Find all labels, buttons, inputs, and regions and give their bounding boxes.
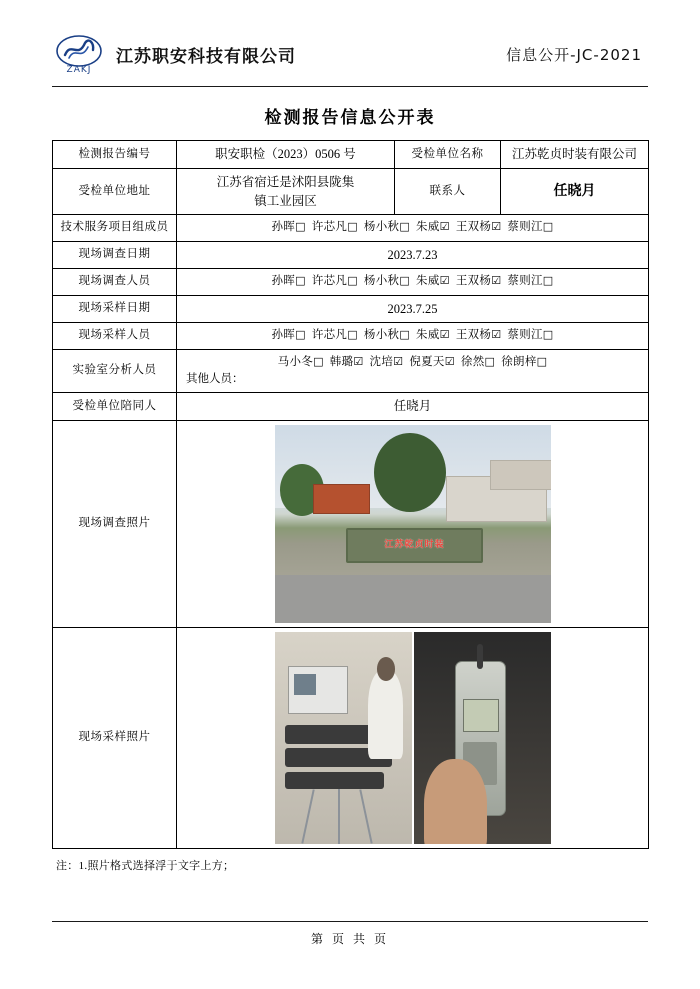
staff-name-checkbox[interactable] <box>272 329 306 341</box>
address-value <box>177 168 395 215</box>
checkbox-empty-icon[interactable]: □ <box>347 220 358 234</box>
checkbox-empty-icon[interactable]: □ <box>399 274 411 288</box>
staff-name: 韩璐 <box>329 355 354 368</box>
staff-name-checkbox[interactable] <box>364 221 410 233</box>
staff-name-checkbox[interactable] <box>456 221 502 233</box>
table-row <box>53 141 649 169</box>
accompany-label: 受检单位陪同人 <box>53 393 177 421</box>
staff-name: 许芯凡 <box>311 329 348 342</box>
staff-name-checkbox[interactable] <box>330 356 364 368</box>
table-row <box>53 168 649 215</box>
table-row <box>53 349 649 393</box>
staff-name-checkbox[interactable] <box>501 356 547 368</box>
contact-value: 任晓月 <box>501 168 649 215</box>
svg-text:ZAKJ: ZAKJ <box>66 65 92 75</box>
sampler-display <box>294 674 316 695</box>
staff-name: 杨小秋 <box>363 221 400 234</box>
staff-name: 朱威 <box>416 221 440 234</box>
staff-name: 蔡则江 <box>507 329 543 342</box>
company-name: 江苏职安科技有限公司 <box>116 46 296 67</box>
meter-microphone <box>477 644 483 668</box>
photo-tree <box>374 433 446 512</box>
meter-lcd-screen <box>463 699 499 732</box>
address-label: 受检单位地址 <box>53 168 177 215</box>
staff-name-checkbox[interactable] <box>409 356 455 368</box>
hand-holding-meter <box>424 759 487 844</box>
table-row <box>53 420 649 627</box>
table-row <box>53 393 649 421</box>
staff-name-checkbox[interactable] <box>272 275 306 287</box>
checkbox-checked-icon[interactable]: ☑ <box>439 220 450 234</box>
survey-staff-label: 现场调查人员 <box>53 269 177 295</box>
checkbox-empty-icon[interactable]: □ <box>313 354 324 368</box>
sampling-date-value: 2023.7.25 <box>177 295 649 323</box>
checkbox-empty-icon[interactable]: □ <box>484 354 496 368</box>
staff-name-checkbox[interactable] <box>507 221 553 233</box>
staff-name: 徐然 <box>460 355 485 368</box>
checkbox-empty-icon[interactable]: □ <box>399 220 411 234</box>
checkbox-empty-icon[interactable]: □ <box>347 328 358 342</box>
footnote: 注：1.照片格式选择浮于文字上方； <box>56 859 235 872</box>
checkbox-empty-icon[interactable]: □ <box>295 274 306 288</box>
staff-name: 沈培 <box>369 355 394 368</box>
table-row <box>53 295 649 323</box>
staff-name-checkbox[interactable] <box>364 275 410 287</box>
sampling-staff-members <box>177 323 649 349</box>
checkbox-checked-icon[interactable]: ☑ <box>491 328 502 342</box>
lab-staff-label: 实验室分析人员 <box>53 349 177 393</box>
company-logo-icon <box>52 33 106 75</box>
worker-head <box>377 657 395 680</box>
staff-name-checkbox[interactable] <box>312 275 358 287</box>
checkbox-checked-icon[interactable]: ☑ <box>439 328 450 342</box>
staff-name: 杨小秋 <box>363 329 400 342</box>
page-title: 检测报告信息公开表 <box>264 108 436 128</box>
staff-name-checkbox[interactable] <box>312 221 358 233</box>
staff-name-checkbox[interactable] <box>272 221 306 233</box>
staff-name: 徐朗梓 <box>501 355 537 368</box>
page-footer: 第 页 共 页 <box>52 921 648 947</box>
staff-name-checkbox[interactable] <box>370 356 404 368</box>
staff-name: 王双杨 <box>455 329 492 342</box>
checkbox-checked-icon[interactable]: ☑ <box>444 354 455 368</box>
worker-figure <box>368 670 404 759</box>
client-label: 受检单位名称 <box>395 141 501 169</box>
sampling-photo <box>275 632 551 844</box>
staff-name-checkbox[interactable] <box>416 275 450 287</box>
lab-staff-members <box>180 354 645 371</box>
sampler-tube <box>285 772 384 789</box>
checkbox-checked-icon[interactable]: ☑ <box>439 274 450 288</box>
table-row <box>53 215 649 241</box>
sampling-photo-cell <box>177 627 649 848</box>
report-no-value: 职安职检（2023）0506 号 <box>177 141 395 169</box>
photo-road <box>275 575 551 623</box>
checkbox-empty-icon[interactable]: □ <box>295 220 306 234</box>
staff-name: 杨小秋 <box>363 275 400 288</box>
staff-name-checkbox[interactable] <box>456 275 502 287</box>
survey-photo-cell <box>177 420 649 627</box>
photo-building <box>490 460 551 490</box>
photo-building <box>313 484 370 514</box>
tech-team-members <box>177 215 649 241</box>
table-row <box>53 241 649 269</box>
table-row <box>53 323 649 349</box>
sampling-photo-label: 现场采样照片 <box>53 627 177 848</box>
staff-name: 孙晖 <box>271 221 296 234</box>
staff-name-checkbox[interactable] <box>456 329 502 341</box>
staff-name: 马小冬 <box>277 355 314 368</box>
tripod-leg <box>338 789 340 844</box>
contact-label: 联系人 <box>395 168 501 215</box>
address-line-1: 江苏省宿迁是沭阳县陇集 <box>216 174 355 189</box>
other-staff-label: 其他人员： <box>186 372 244 385</box>
staff-name: 孙晖 <box>271 329 296 342</box>
checkbox-checked-icon[interactable]: ☑ <box>393 354 404 368</box>
table-row <box>53 269 649 295</box>
sampling-photo-right <box>414 632 551 844</box>
checkbox-empty-icon[interactable]: □ <box>347 274 358 288</box>
staff-name: 蔡则江 <box>507 221 543 234</box>
staff-name-checkbox[interactable] <box>312 329 358 341</box>
report-info-table <box>52 140 649 849</box>
staff-name-checkbox[interactable] <box>278 356 324 368</box>
checkbox-empty-icon[interactable]: □ <box>542 328 554 342</box>
survey-date-value: 2023.7.23 <box>177 241 649 269</box>
sampling-photo-left <box>275 632 412 844</box>
staff-name: 许芯凡 <box>311 221 348 234</box>
client-value: 江苏乾贞时装有限公司 <box>501 141 649 169</box>
sampling-staff-label: 现场采样人员 <box>53 323 177 349</box>
site-survey-photo <box>275 425 551 623</box>
lab-staff-cell <box>177 349 649 393</box>
staff-name: 孙晖 <box>271 275 296 288</box>
staff-name: 王双杨 <box>455 221 492 234</box>
staff-name-checkbox[interactable] <box>461 356 495 368</box>
staff-name-checkbox[interactable] <box>416 329 450 341</box>
staff-name-checkbox[interactable] <box>507 275 553 287</box>
staff-name: 蔡则江 <box>507 275 543 288</box>
staff-name-checkbox[interactable] <box>416 221 450 233</box>
sampling-date-label: 现场采样日期 <box>53 295 177 323</box>
checkbox-checked-icon[interactable]: ☑ <box>491 220 502 234</box>
checkbox-empty-icon[interactable]: □ <box>536 354 548 368</box>
staff-name-checkbox[interactable] <box>507 329 553 341</box>
staff-name: 许芯凡 <box>311 275 348 288</box>
staff-name: 朱威 <box>416 329 440 342</box>
staff-name-checkbox[interactable] <box>364 329 410 341</box>
table-row <box>53 627 649 848</box>
checkbox-empty-icon[interactable]: □ <box>295 328 306 342</box>
survey-staff-members <box>177 269 649 295</box>
checkbox-checked-icon[interactable]: ☑ <box>491 274 502 288</box>
accompany-value: 任晓月 <box>177 393 649 421</box>
staff-name: 倪夏天 <box>409 355 445 368</box>
page-header <box>52 28 648 87</box>
staff-name: 王双杨 <box>455 275 492 288</box>
tripod-leg <box>302 789 315 843</box>
report-no-label: 检测报告编号 <box>53 141 177 169</box>
checkbox-empty-icon[interactable]: □ <box>542 220 554 234</box>
tripod-leg <box>359 789 372 843</box>
checkbox-empty-icon[interactable]: □ <box>399 328 411 342</box>
staff-name: 朱威 <box>416 275 440 288</box>
survey-date-label: 现场调查日期 <box>53 241 177 269</box>
photo-company-sign: 江苏乾贞时装 <box>346 528 482 564</box>
tech-team-label: 技术服务项目组成员 <box>53 215 177 241</box>
survey-photo-label: 现场调查照片 <box>53 420 177 627</box>
checkbox-empty-icon[interactable]: □ <box>542 274 554 288</box>
address-line-2: 镇工业园区 <box>254 193 317 208</box>
checkbox-checked-icon[interactable]: ☑ <box>353 354 364 368</box>
document-code: 信息公开-JC-2021 <box>506 45 642 64</box>
header-left <box>52 33 296 75</box>
